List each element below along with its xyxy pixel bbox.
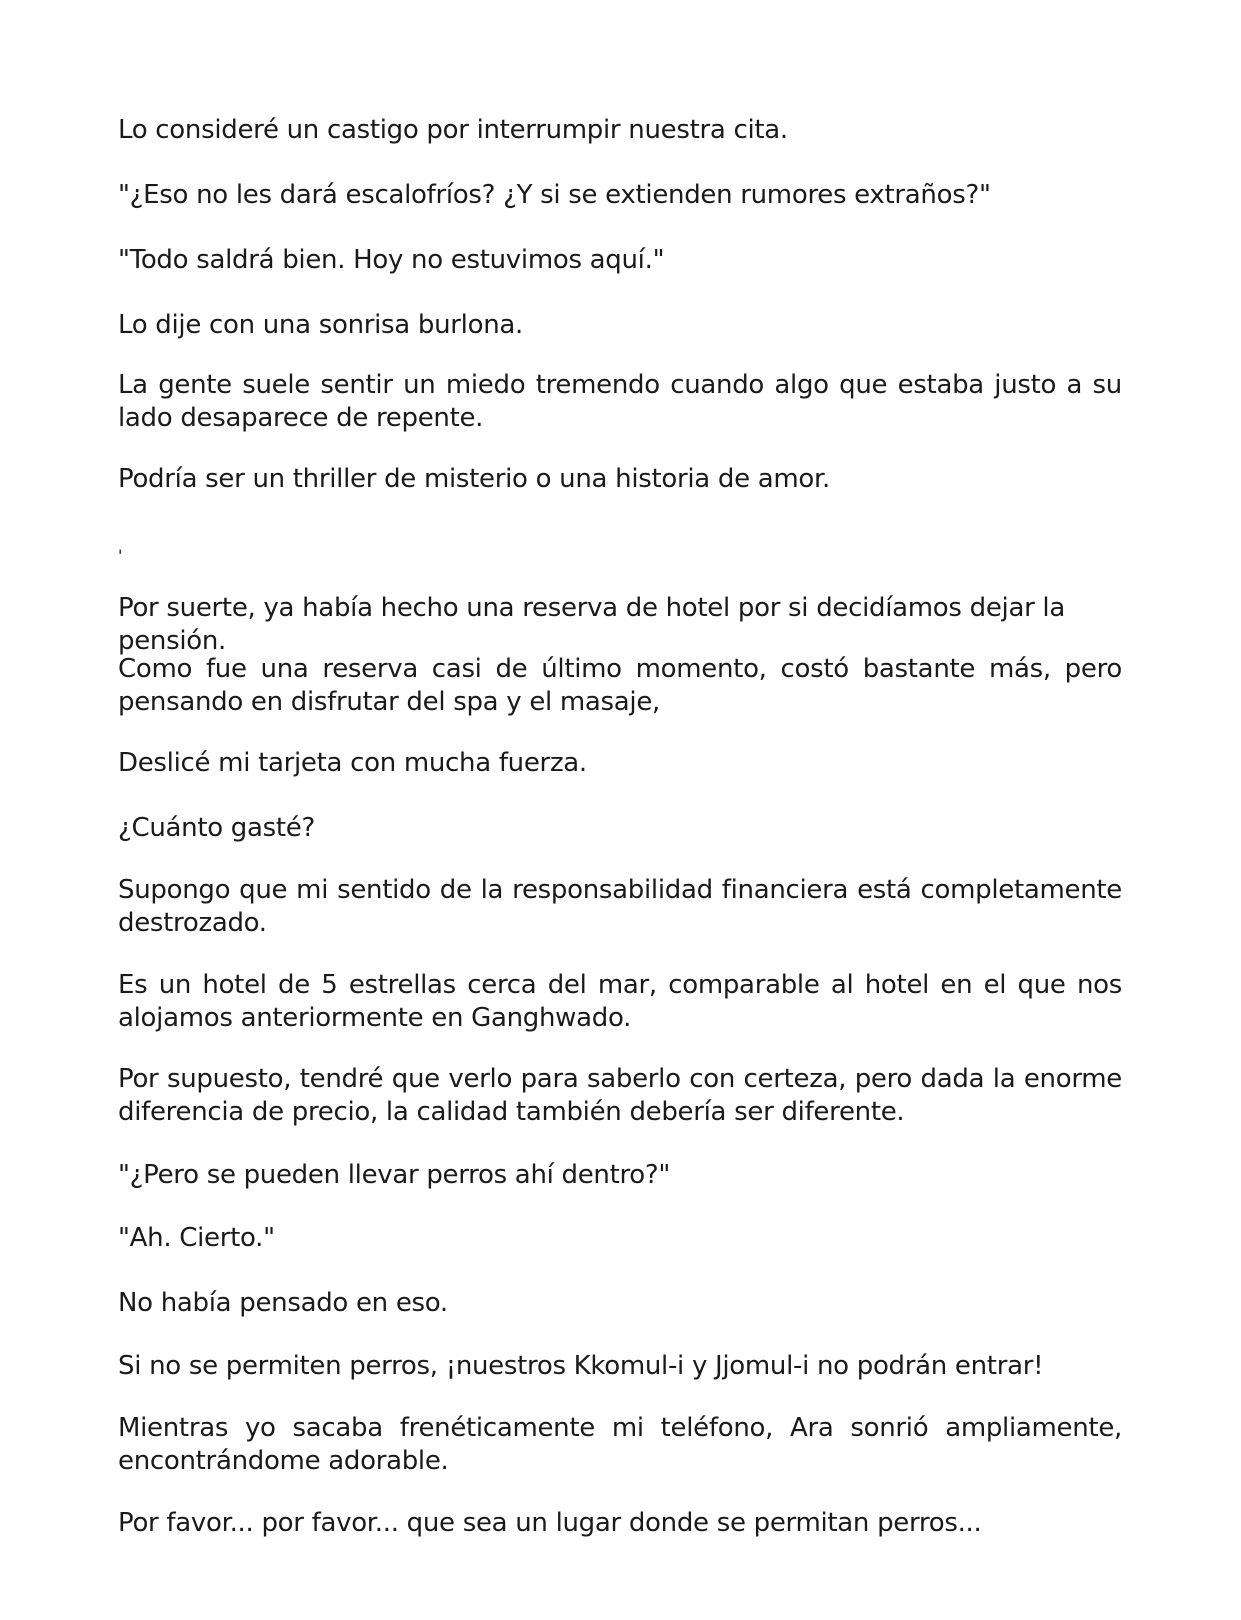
paragraph-18: Mientras yo sacaba frenéticamente mi teléfono, Ara sonrió ampliamente, encontrándome adorable. <box>118 1413 1122 1476</box>
paragraph-3: "Todo saldrá bien. Hoy no estuvimos aquí." <box>118 245 665 275</box>
paragraph-10: ¿Cuánto gasté? <box>118 813 315 843</box>
paragraph-5: La gente suele sentir un miedo tremendo cuando algo que estaba justo a su lado desaparece de repente. <box>118 370 1122 433</box>
paragraph-12: Es un hotel de 5 estrellas cerca del mar, comparable al hotel en el que nos alojamos anteriormente en Ganghwado. <box>118 970 1122 1033</box>
paragraph-13: Por supuesto, tendré que verlo para saberlo con certeza, pero dada la enorme diferencia de precio, la calidad también debería ser diferente. <box>118 1064 1122 1127</box>
separator-mark: ' <box>118 546 123 565</box>
paragraph-14: "¿Pero se pueden llevar perros ahí dentro?" <box>118 1160 671 1190</box>
paragraph-2: "¿Eso no les dará escalofríos? ¿Y si se extienden rumores extraños?" <box>118 180 991 210</box>
paragraph-19: Por favor... por favor... que sea un lugar donde se permitan perros... <box>118 1508 982 1538</box>
paragraph-8: Como fue una reserva casi de último momento, costó bastante más, pero pensando en disfrutar del spa y el masaje, <box>118 654 1122 717</box>
paragraph-6: Podría ser un thriller de misterio o una historia de amor. <box>118 464 830 494</box>
paragraph-7: Por suerte, ya había hecho una reserva de hotel por si decidíamos dejar la pensión. <box>118 593 1065 656</box>
paragraph-4: Lo dije con una sonrisa burlona. <box>118 310 523 340</box>
paragraph-17: Si no se permiten perros, ¡nuestros Kkomul-i y Jjomul-i no podrán entrar! <box>118 1351 1044 1381</box>
paragraph-16: No había pensado en eso. <box>118 1288 448 1318</box>
paragraph-1: Lo consideré un castigo por interrumpir nuestra cita. <box>118 115 788 145</box>
paragraph-9: Deslicé mi tarjeta con mucha fuerza. <box>118 748 587 778</box>
paragraph-11: Supongo que mi sentido de la responsabilidad financiera está completamente destrozado. <box>118 875 1122 938</box>
paragraph-15: "Ah. Cierto." <box>118 1223 275 1253</box>
